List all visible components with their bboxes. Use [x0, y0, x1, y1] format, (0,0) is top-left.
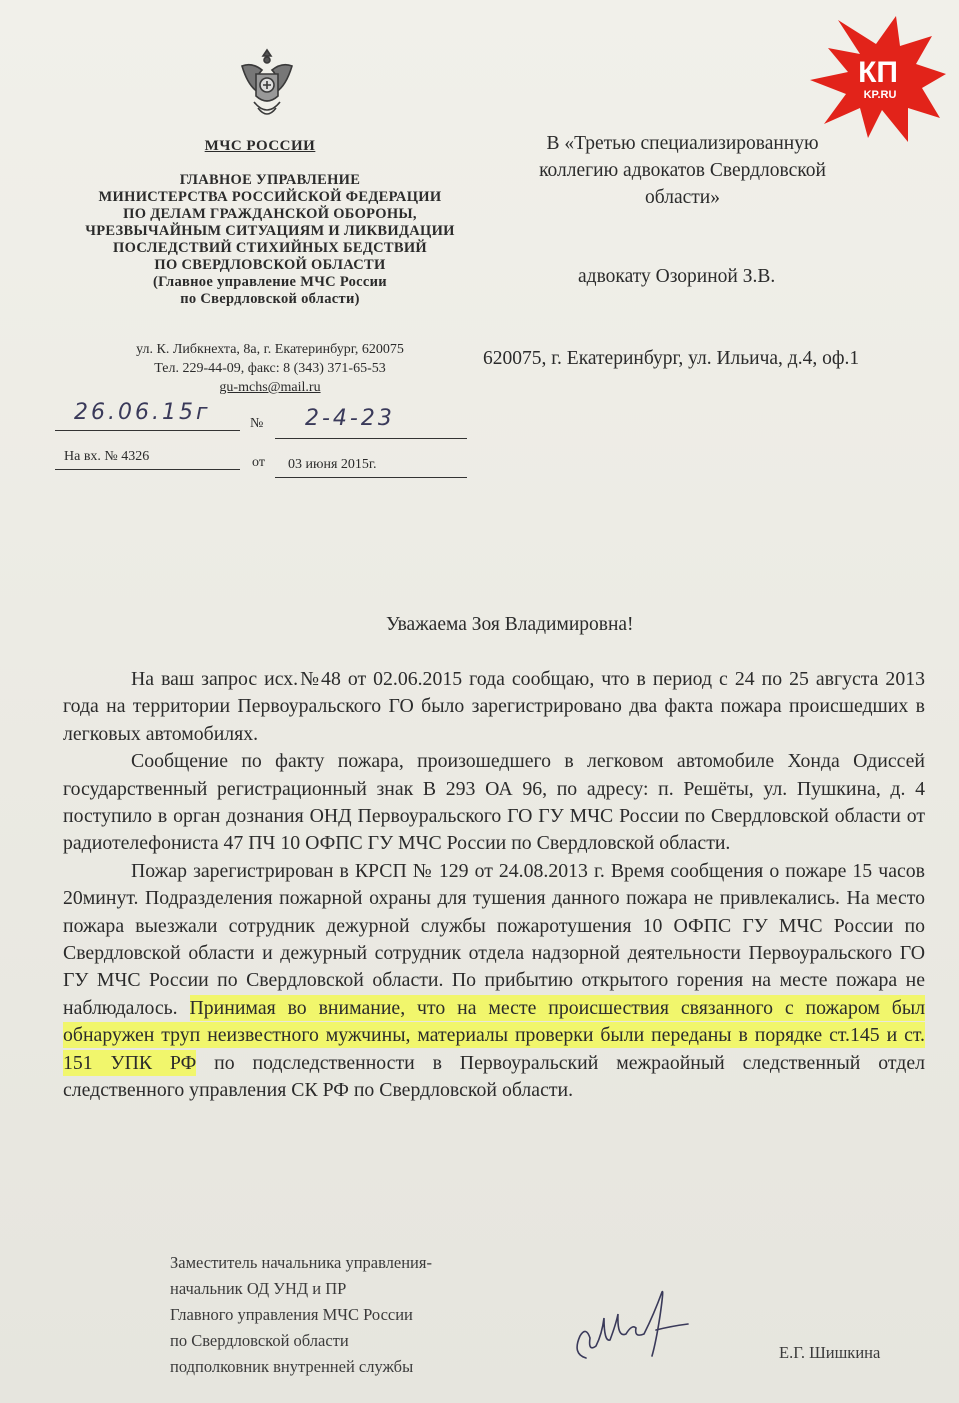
org-address: ул. К. Либкнехта, 8а, г. Екатеринбург, 620075: [136, 342, 404, 357]
underline: [275, 477, 467, 478]
signatory-line: Главного управления МЧС России: [170, 1305, 413, 1324]
number-label: №: [250, 416, 264, 431]
handwritten-signature-icon: [568, 1288, 708, 1378]
org-phone: Тел. 229-44-09, факс: 8 (343) 371-65-53: [154, 361, 386, 376]
org-line: ЧРЕЗВЫЧАЙНЫМ СИТУАЦИЯМ И ЛИКВИДАЦИИ: [85, 223, 455, 239]
from-label: от: [252, 455, 265, 470]
highlighted-text: Принимая во внимание, что на месте происшествия связанного с пожаром был обнаружен труп неизвестного мужчины, материалы проверки были переданы в порядке ст.145 и ст. 151 УПК РФ: [63, 996, 925, 1074]
org-line: ПО ДЕЛАМ ГРАЖДАНСКОЙ ОБОРОНЫ,: [123, 206, 417, 222]
org-line: ПО СВЕРДЛОВСКОЙ ОБЛАСТИ: [154, 257, 386, 273]
org-line: по Свердловской области): [180, 291, 360, 307]
addressee-line: В «Третью специализированную: [546, 133, 819, 154]
outgoing-date: 26.06.15г: [74, 400, 211, 425]
incoming-date: 03 июня 2015г.: [288, 457, 377, 472]
logo-subtext: KP.RU: [863, 89, 897, 101]
logo-text: КП: [858, 56, 898, 89]
org-contacts: [70, 340, 470, 397]
kp-logo-icon: [808, 14, 948, 144]
incoming-number: На вх. № 4326: [64, 449, 150, 464]
org-line: ГЛАВНОЕ УПРАВЛЕНИЕ: [179, 172, 361, 188]
org-short-name: МЧС РОССИИ: [204, 138, 316, 154]
addressee-line: коллегию адвокатов Свердловской: [539, 160, 826, 181]
paragraph: [63, 858, 925, 1105]
paragraph: На ваш запрос исх.№48 от 02.06.2015 года сообщаю, что в период с 24 по 25 августа 2013 года на территории Первоуральского ГО было зарегистрировано два факта пожара происшедших в легковых автомобилях.: [63, 668, 925, 745]
signatory-name: Е.Г. Шишкина: [779, 1343, 881, 1362]
signatory-line: подполковник внутренней службы: [170, 1357, 414, 1376]
paragraph: Сообщение по факту пожара, произошедшего в легковом автомобиле Хонда Одиссей государственный регистрационный знак В 293 ОА 96, по адресу: п. Решёты, ул. Пушкина, д. 4 поступило в орган дознания ОНД Первоуральского ГО ГУ МЧС России по Свердловской области от радиотелефониста 47 ПЧ 10 ОФПС ГУ МЧС России по Свердловской области.: [63, 750, 925, 855]
paragraph-text: Пожар зарегистрирован в КРСП № 129 от 24.08.2013 г. Время сообщения о пожаре 15 часов 20минут. Подразделения пожарной охраны для тушения данного пожара не привлекались. На место пожара выезжали сотрудник дежурной службы пожаротушения 10 ОФПС ГУ МЧС России по Свердловской области и дежурный сотрудник отдела надзорной деятельности Первоуральского ГО ГУ МЧС России по Свердловской области. По прибытию открытого горения на месте пожара не наблюдалось.: [63, 859, 925, 1019]
underline: [55, 430, 240, 431]
outgoing-number: 2-4-23: [305, 406, 395, 431]
underline: [275, 438, 467, 439]
signatory-line: начальник ОД УНД и ПР: [170, 1279, 347, 1298]
org-line: (Главное управление МЧС России: [153, 274, 387, 290]
signatory-line: по Свердловской области: [170, 1331, 349, 1350]
org-email: gu-mchs@mail.ru: [219, 380, 321, 395]
advocate-name: адвокату Озориной З.В.: [578, 266, 776, 287]
org-line: ПОСЛЕДСТВИЙ СТИХИЙНЫХ БЕДСТВИЙ: [113, 240, 427, 256]
underline: [55, 469, 240, 470]
addressee-line: области»: [645, 187, 720, 208]
paragraph-text: по подследственности в Первоуральский межраойный следственный отдел следственного управления СК РФ по Свердловской области.: [63, 1051, 925, 1102]
signatory-line: Заместитель начальника управления-: [170, 1253, 432, 1272]
signatory-title: [170, 1250, 432, 1380]
emchs-emblem-icon: [232, 44, 302, 122]
org-full-name: [70, 172, 470, 308]
org-line: МИНИСТЕРСТВА РОССИЙСКОЙ ФЕДЕРАЦИИ: [98, 189, 442, 205]
addressee-address: 620075, г. Екатеринбург, ул. Ильича, д.4, оф.1: [483, 348, 860, 369]
greeting: Уважаема Зоя Владимировна!: [386, 614, 634, 635]
letter-body: [63, 666, 925, 1105]
